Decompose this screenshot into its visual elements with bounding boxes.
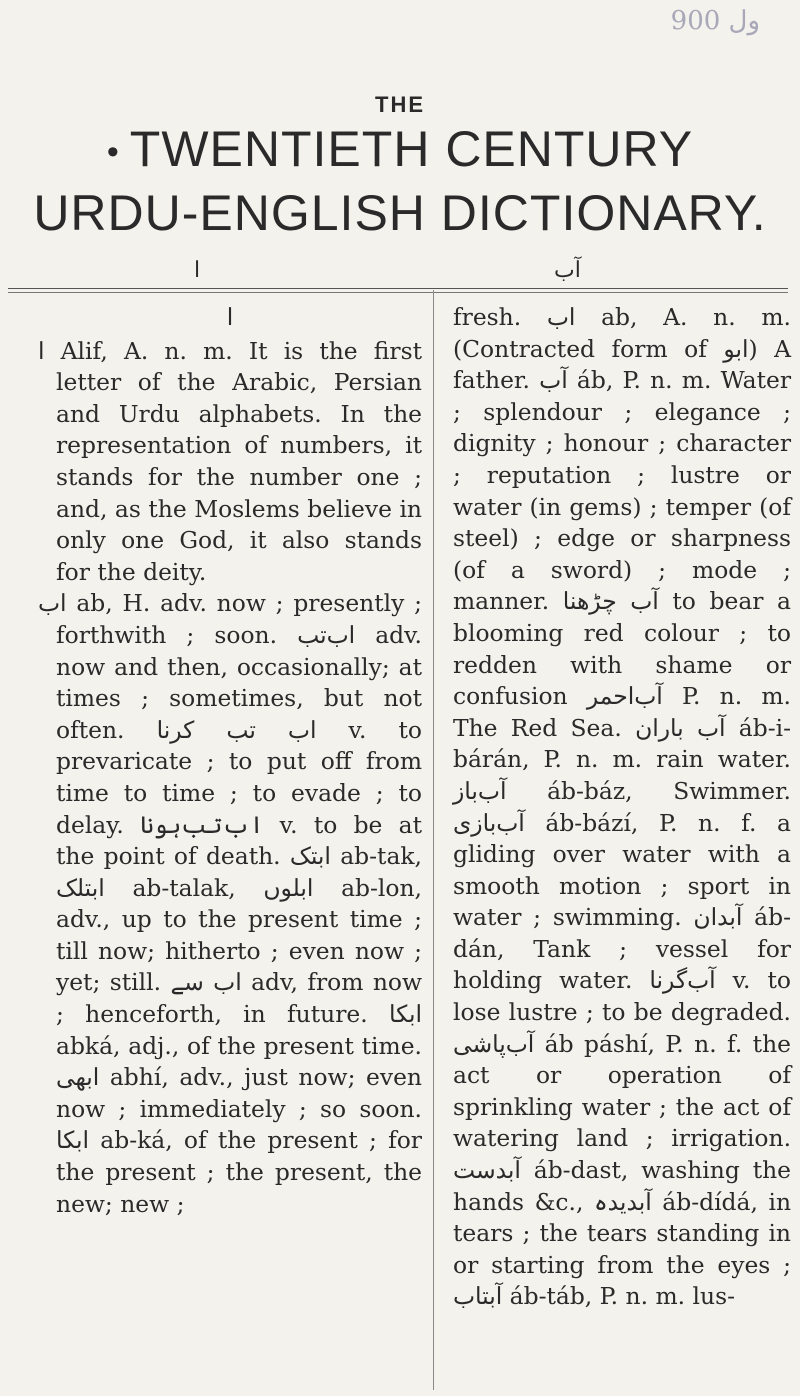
title-line-1 — [0, 120, 800, 178]
entry-ab-continued: fresh. اب ab, A. n. m. (Contracted form of ابو) A father. آب áb, P. n. m. Water ; splendour ; elegance ; dignity ; honour ; character ; reputation ; lustre or water (in gems) ; temper (of steel) ; edge or sharpness (of a sword) ; mode ; manner. آب چڑھنا to bear a blooming red colour ; to redden with shame or confusion آب‌احمر P. n. m. The Red Sea. آب باران áb-i-bárán, P. n. m. rain water. آب‌باز áb-báz, Swimmer. آب‌بازی áb-bází, P. n. f. a gliding over water with a smooth motion ; sport in water ; swimming. آبدان áb-dán, Tank ; vessel for holding water. آب‌گرنا v. to lose lustre ; to be degraded. آب‌پاشی áb páshí, P. n. f. the act or operation of sprinkling water ; the act of watering land ; irrigation. آبدست áb-dast, washing the hands &c., آبدیدہ áb-dídá, in tears ; the tears standing in or starting from the eyes ; آبتاب áb-táb, P. n. m. lus- — [453, 303, 792, 1311]
left-column-header: ا — [194, 258, 201, 283]
right-column-header: آب — [554, 258, 581, 283]
entry-ab: اب ab, H. adv. now ; presently ; forthwith ; soon. اب‌تب adv. now and then, occasionally; at times ; sometimes, but not often. اب تب کرنا v. to prevaricate ; to put off from time to time ; to evade ; to delay. اب‌تب‌ہونا v. to be at the point of death. ابتک ab-tak, ابتلک ab-talak, ابلوں ab-lon, adv., up to the present time ; till now; hitherto ; even now ; yet; still. اب سے adv, from now ; henceforth, in future. ابکا abká, adj., of the present time. ابھی abhí, adv., just now; even now ; immediately ; so soon. ابکا ab-ká, of the present ; for the present ; the present, the new; new ; — [38, 589, 422, 1218]
corner-handwritten-note: 900 ول — [670, 6, 760, 36]
right-column — [453, 302, 791, 1313]
column-divider — [433, 290, 434, 1390]
title-line-2: URDU-ENGLISH DICTIONARY. — [33, 185, 767, 241]
header-rule — [8, 288, 788, 293]
title-bullet: • — [106, 133, 120, 172]
section-letter: ا — [226, 303, 234, 331]
column-headers — [0, 258, 800, 288]
left-column — [38, 302, 422, 1220]
entry-alif: ا Alif, A. n. m. It is the first letter of the Arabic, Persian and Urdu alphabets. In the representation of numbers, it stands for the number one ; and, as the Moslems believe in only one God, it also stands for the deity. — [38, 336, 422, 586]
title-the: THE — [375, 92, 425, 117]
title-line-1-text: TWENTIETH CENTURY — [129, 121, 694, 177]
